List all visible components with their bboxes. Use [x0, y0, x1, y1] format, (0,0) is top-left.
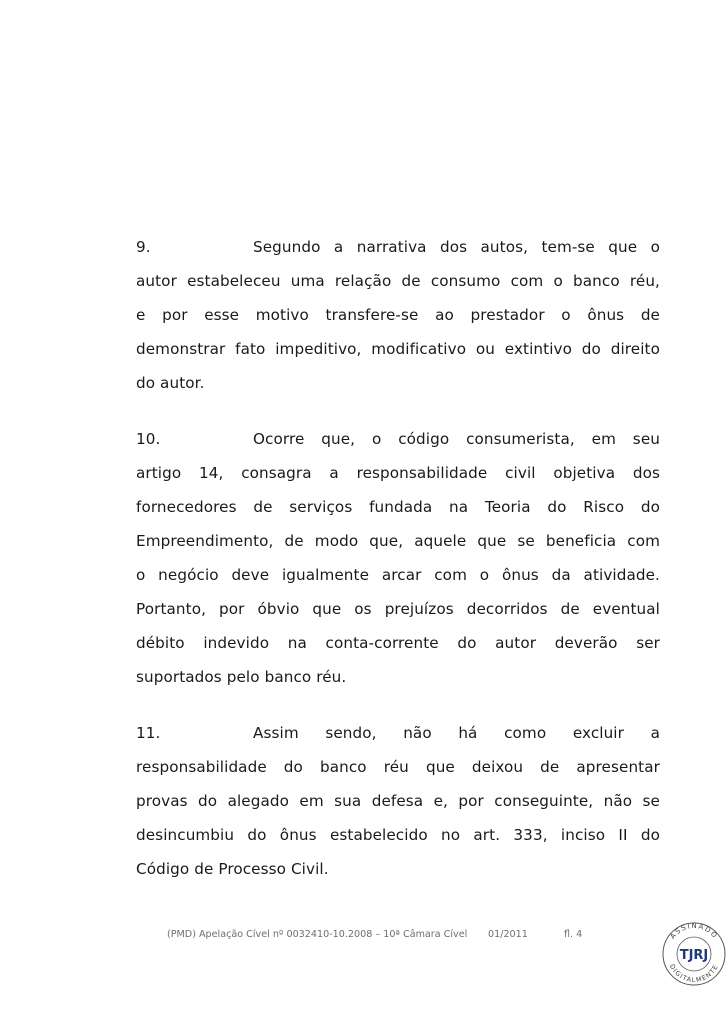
- paragraph-10: [136, 422, 660, 694]
- paragraph-line: demonstrar fato impeditivo, modificativo ou extintivo do direito: [136, 340, 660, 358]
- paragraph-line: desincumbiu do ônus estabelecido no art. 333, inciso II do: [136, 826, 660, 844]
- paragraph-line: 11. Assim sendo, não há como excluir a: [136, 716, 660, 750]
- paragraph-line: suportados pelo banco réu.: [136, 668, 347, 686]
- svg-text:ASSINADO: [669, 922, 720, 941]
- paragraph-line: responsabilidade do banco réu que deixou de apresentar: [136, 758, 660, 776]
- paragraph-9: [136, 230, 660, 400]
- paragraph-number: 11.: [136, 724, 161, 742]
- paragraph-line: provas do alegado em sua defesa e, por conseguinte, não se: [136, 792, 660, 810]
- digital-signature-seal-icon: [660, 918, 728, 996]
- footer-date: 01/2011: [488, 929, 528, 940]
- paragraph-number: 9.: [136, 238, 151, 256]
- paragraph-line: autor estabeleceu uma relação de consumo com o banco réu,: [136, 272, 660, 290]
- footer-page-number: fl. 4: [564, 929, 583, 940]
- paragraph-line: Código de Processo Civil.: [136, 860, 329, 878]
- paragraph-line: 9. Segundo a narrativa dos autos, tem-se que o: [136, 230, 660, 264]
- paragraph-line: débito indevido na conta-corrente do autor deverão ser: [136, 634, 660, 652]
- seal-bottom-text: DIGITALMENTE: [667, 962, 721, 985]
- footer-case-reference: (PMD) Apelação Cível nº 0032410-10.2008 – 10ª Câmara Cível: [167, 929, 468, 940]
- paragraph-number: 10.: [136, 430, 161, 448]
- paragraph-line: 10. Ocorre que, o código consumerista, em seu: [136, 422, 660, 456]
- seal-center-text: TJRJ: [679, 948, 709, 963]
- paragraph-line: o negócio deve igualmente arcar com o ônus da atividade.: [136, 566, 660, 584]
- document-body: [136, 230, 660, 908]
- paragraph-line: do autor.: [136, 374, 205, 392]
- paragraph-line: e por esse motivo transfere-se ao prestador o ônus de: [136, 306, 660, 324]
- paragraph-11: [136, 716, 660, 886]
- paragraph-line: fornecedores de serviços fundada na Teoria do Risco do: [136, 498, 660, 516]
- paragraph-line: artigo 14, consagra a responsabilidade civil objetiva dos: [136, 464, 660, 482]
- paragraph-line: Empreendimento, de modo que, aquele que se beneficia com: [136, 532, 660, 550]
- seal-top-text: ASSINADO: [668, 921, 720, 941]
- svg-text:DIGITALMENTE: [668, 963, 720, 984]
- paragraph-line: Portanto, por óbvio que os prejuízos decorridos de eventual: [136, 600, 660, 618]
